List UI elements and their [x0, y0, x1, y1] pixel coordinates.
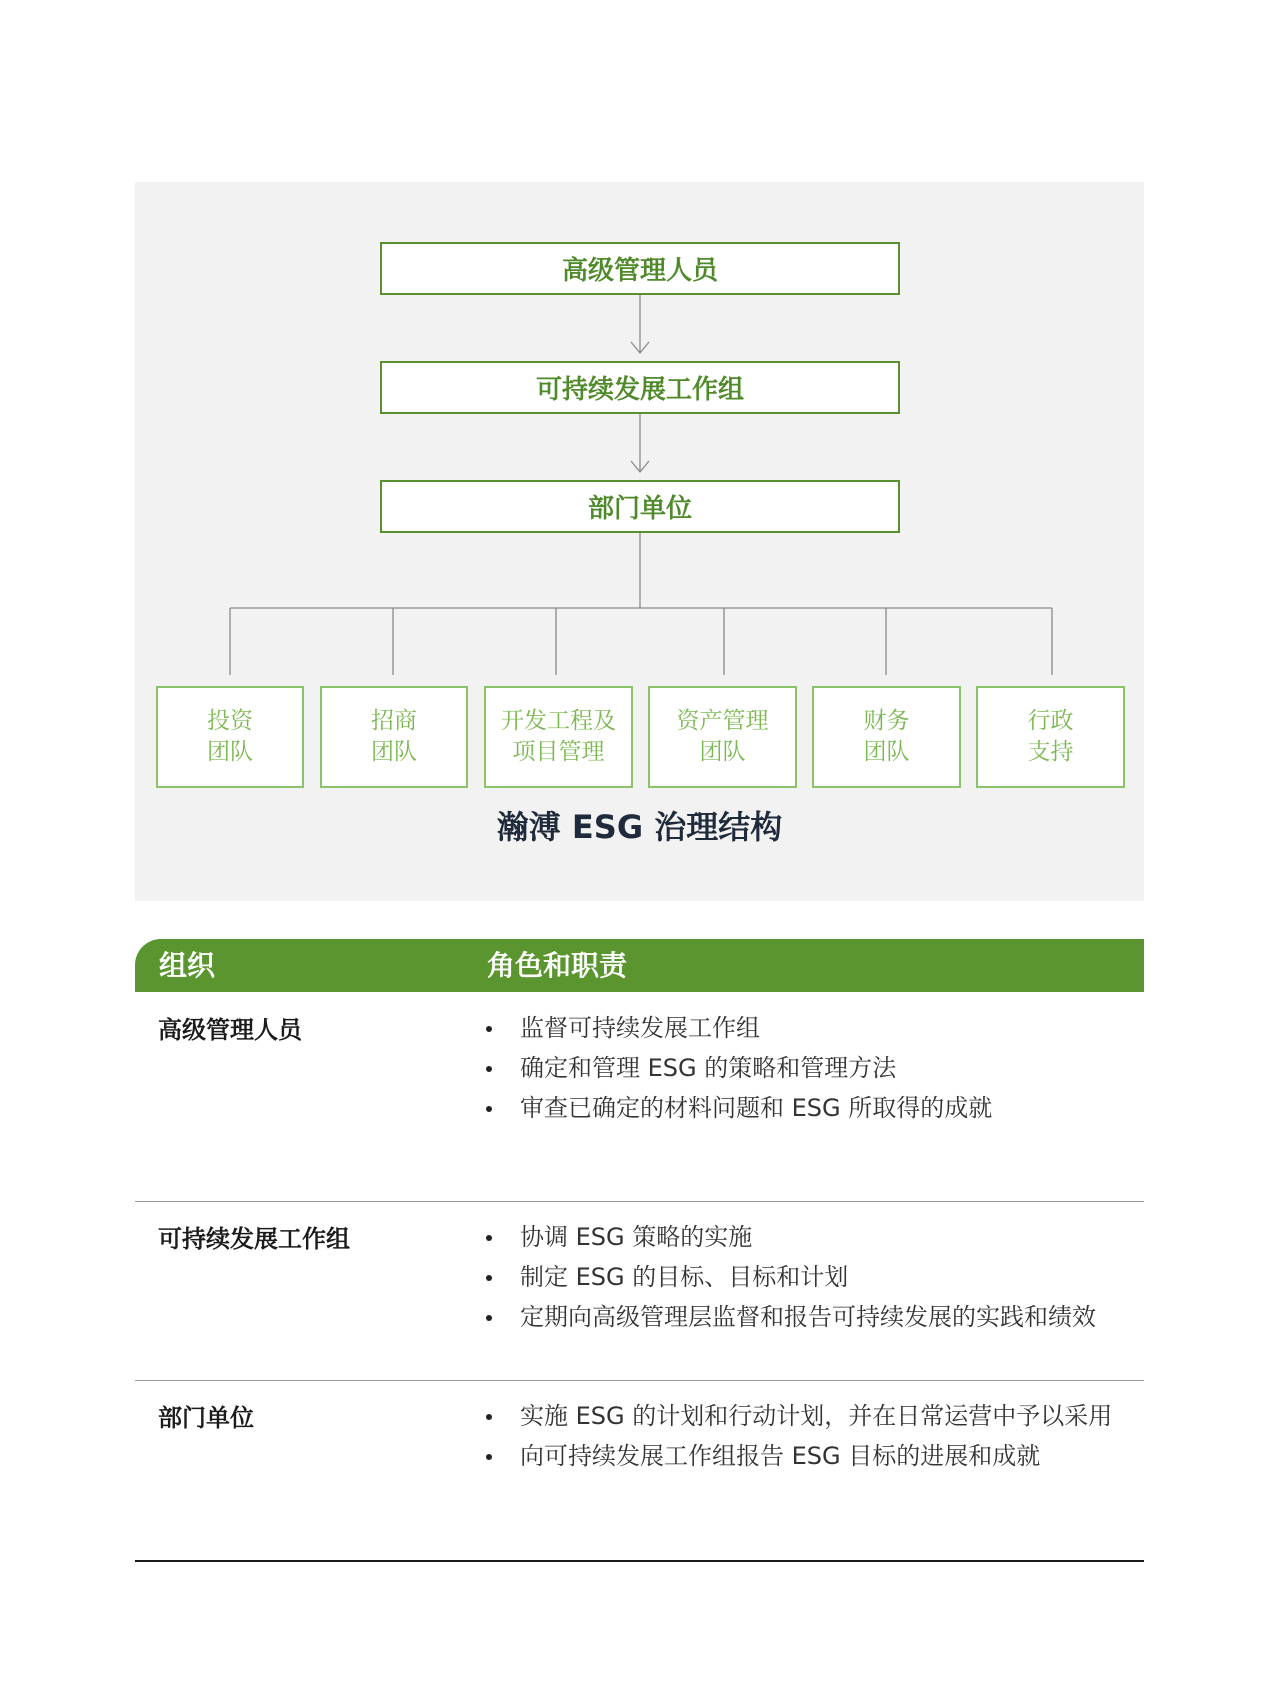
duty-item: 审查已确定的材料问题和 ESG 所取得的成就 — [480, 1088, 992, 1128]
team-line: 开发工程及 — [501, 708, 616, 734]
duty-item: 定期向高级管理层监督和报告可持续发展的实践和绩效 — [480, 1297, 1096, 1337]
duty-item: 确定和管理 ESG 的策略和管理方法 — [480, 1048, 992, 1088]
team-box-admin-support — [976, 686, 1125, 788]
team-box-development-project — [484, 686, 633, 788]
duty-item: 监督可持续发展工作组 — [480, 1008, 992, 1048]
team-line: 行政 — [1027, 708, 1074, 734]
duties-list-department-units — [480, 1396, 1112, 1476]
team-box-leasing — [320, 686, 468, 788]
row-label-department-units: 部门单位 — [158, 1404, 254, 1432]
level-label: 高级管理人员 — [561, 256, 718, 286]
row-label-sustainability-working-group: 可持续发展工作组 — [158, 1225, 350, 1253]
row-label-senior-management: 高级管理人员 — [158, 1016, 302, 1044]
level-box-sustainability-working-group — [380, 361, 900, 414]
team-box-investment — [156, 686, 304, 788]
chart-title: 瀚溥 ESG 治理结构 — [496, 808, 783, 846]
team-line: 资产管理 — [676, 708, 769, 734]
team-line: 财务 — [863, 708, 910, 734]
row-divider — [135, 1380, 1144, 1381]
duties-list-senior-management — [480, 1008, 992, 1128]
duty-item: 协调 ESG 策略的实施 — [480, 1217, 1096, 1257]
team-line: 项目管理 — [512, 739, 605, 765]
team-line: 团队 — [207, 739, 253, 765]
team-line: 团队 — [699, 739, 746, 765]
team-box-asset-management — [648, 686, 797, 788]
duty-item: 实施 ESG 的计划和行动计划，并在日常运营中予以采用 — [480, 1396, 1112, 1436]
table-bottom-rule — [135, 1560, 1144, 1562]
duty-item: 制定 ESG 的目标、目标和计划 — [480, 1257, 1096, 1297]
table-header — [135, 939, 1144, 992]
row-divider — [135, 1201, 1144, 1202]
level-label: 可持续发展工作组 — [535, 375, 744, 405]
team-box-finance — [812, 686, 961, 788]
team-line: 团队 — [863, 739, 910, 765]
duties-list-sustainability-working-group — [480, 1217, 1096, 1337]
team-line: 招商 — [371, 708, 417, 734]
team-line: 投资 — [207, 708, 253, 734]
org-chart-panel — [135, 182, 1144, 901]
team-line: 团队 — [371, 739, 417, 765]
level-label: 部门单位 — [587, 494, 692, 524]
level-box-senior-management — [380, 242, 900, 295]
team-line: 支持 — [1027, 739, 1074, 765]
header-role: 角色和职责 — [487, 949, 628, 982]
duty-item: 向可持续发展工作组报告 ESG 目标的进展和成就 — [480, 1436, 1112, 1476]
header-org: 组织 — [159, 949, 216, 982]
level-box-department-units — [380, 480, 900, 533]
